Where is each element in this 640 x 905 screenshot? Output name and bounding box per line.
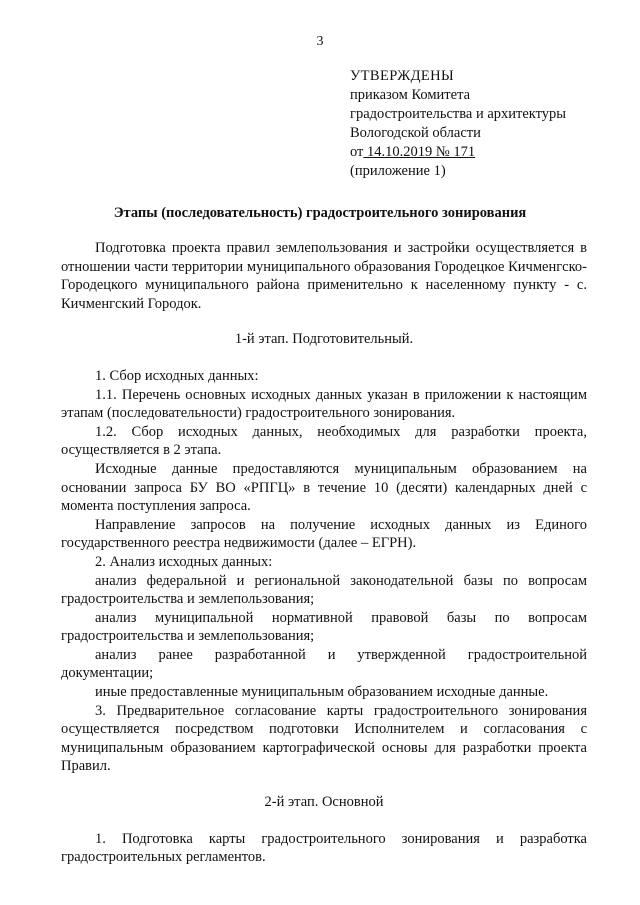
approval-line-3: Вологодской области: [350, 125, 481, 141]
approval-date-number: 14.10.2019 № 171: [363, 144, 476, 160]
approval-date-prefix: от: [350, 144, 364, 160]
approval-order-date: [350, 143, 566, 162]
page-number: 3: [316, 34, 324, 49]
stage-1-paragraph: 1. Сбор исходных данных:: [95, 367, 259, 384]
stage-1-paragraph: анализ муниципальной нормативной правовой базы по вопросам градостроительства и землепользования;: [61, 609, 587, 645]
intro-paragraph: Подготовка проекта правил землепользования и застройки осуществляется в отношении части территории муниципального образования Городецкое Кичменгско-Городецкого муниципального района применительно к населенному пункту - с. Кичменгский Городок.: [61, 240, 587, 312]
document-title: Этапы (последовательность) градостроительного зонирования: [113, 205, 527, 221]
approval-appendix: (приложение 1): [350, 163, 446, 179]
stage-2-heading: 2-й этап. Основной: [264, 794, 384, 811]
stage-2-paragraph: 1. Подготовка карты градостроительного зонирования и разработка градостроительных регламентов.: [61, 830, 587, 866]
stage-1-paragraph: 1.2. Сбор исходных данных, необходимых для разработки проекта, осуществляется в 2 этапа.: [61, 423, 587, 459]
stage-1-paragraph: 3. Предварительное согласование карты градостроительного зонирования осуществляется посредством подготовки Исполнителем и согласования с муниципальным образованием картографической основы для разработки проекта Правил.: [61, 702, 587, 775]
stage-1-paragraph: иные предоставленные муниципальным образованием исходные данные.: [95, 684, 549, 701]
stage-1-paragraph: анализ ранее разработанной и утвержденной градостроительной документации;: [61, 646, 587, 682]
approval-stamp: [350, 67, 566, 181]
stage-1-paragraph: Исходные данные предоставляются муниципальным образованием на основании запроса БУ ВО «РПГЦ» в течение 10 (десяти) календарных дней с момента поступления запроса.: [61, 460, 587, 515]
stage-1-paragraph: 1.1. Перечень основных исходных данных указан в приложении к настоящим этапам (последовательности) градостроительного зонирования.: [61, 386, 587, 422]
approval-line-1: приказом Комитета: [350, 87, 471, 103]
stage-1-heading: 1-й этап. Подготовительный.: [234, 331, 414, 348]
stage-1-paragraph: Направление запросов на получение исходных данных из Единого государственного реестра недвижимости (далее – ЕГРН).: [61, 516, 587, 552]
approval-line-2: градостроительства и архитектуры: [350, 106, 567, 122]
document-body: [61, 239, 587, 867]
stage-1-paragraph: анализ федеральной и региональной законодательной базы по вопросам градостроительства и землепользования;: [61, 572, 587, 608]
approval-heading: УТВЕРЖДЕНЫ: [350, 68, 455, 84]
stage-1-paragraph: 2. Анализ исходных данных:: [95, 553, 273, 570]
